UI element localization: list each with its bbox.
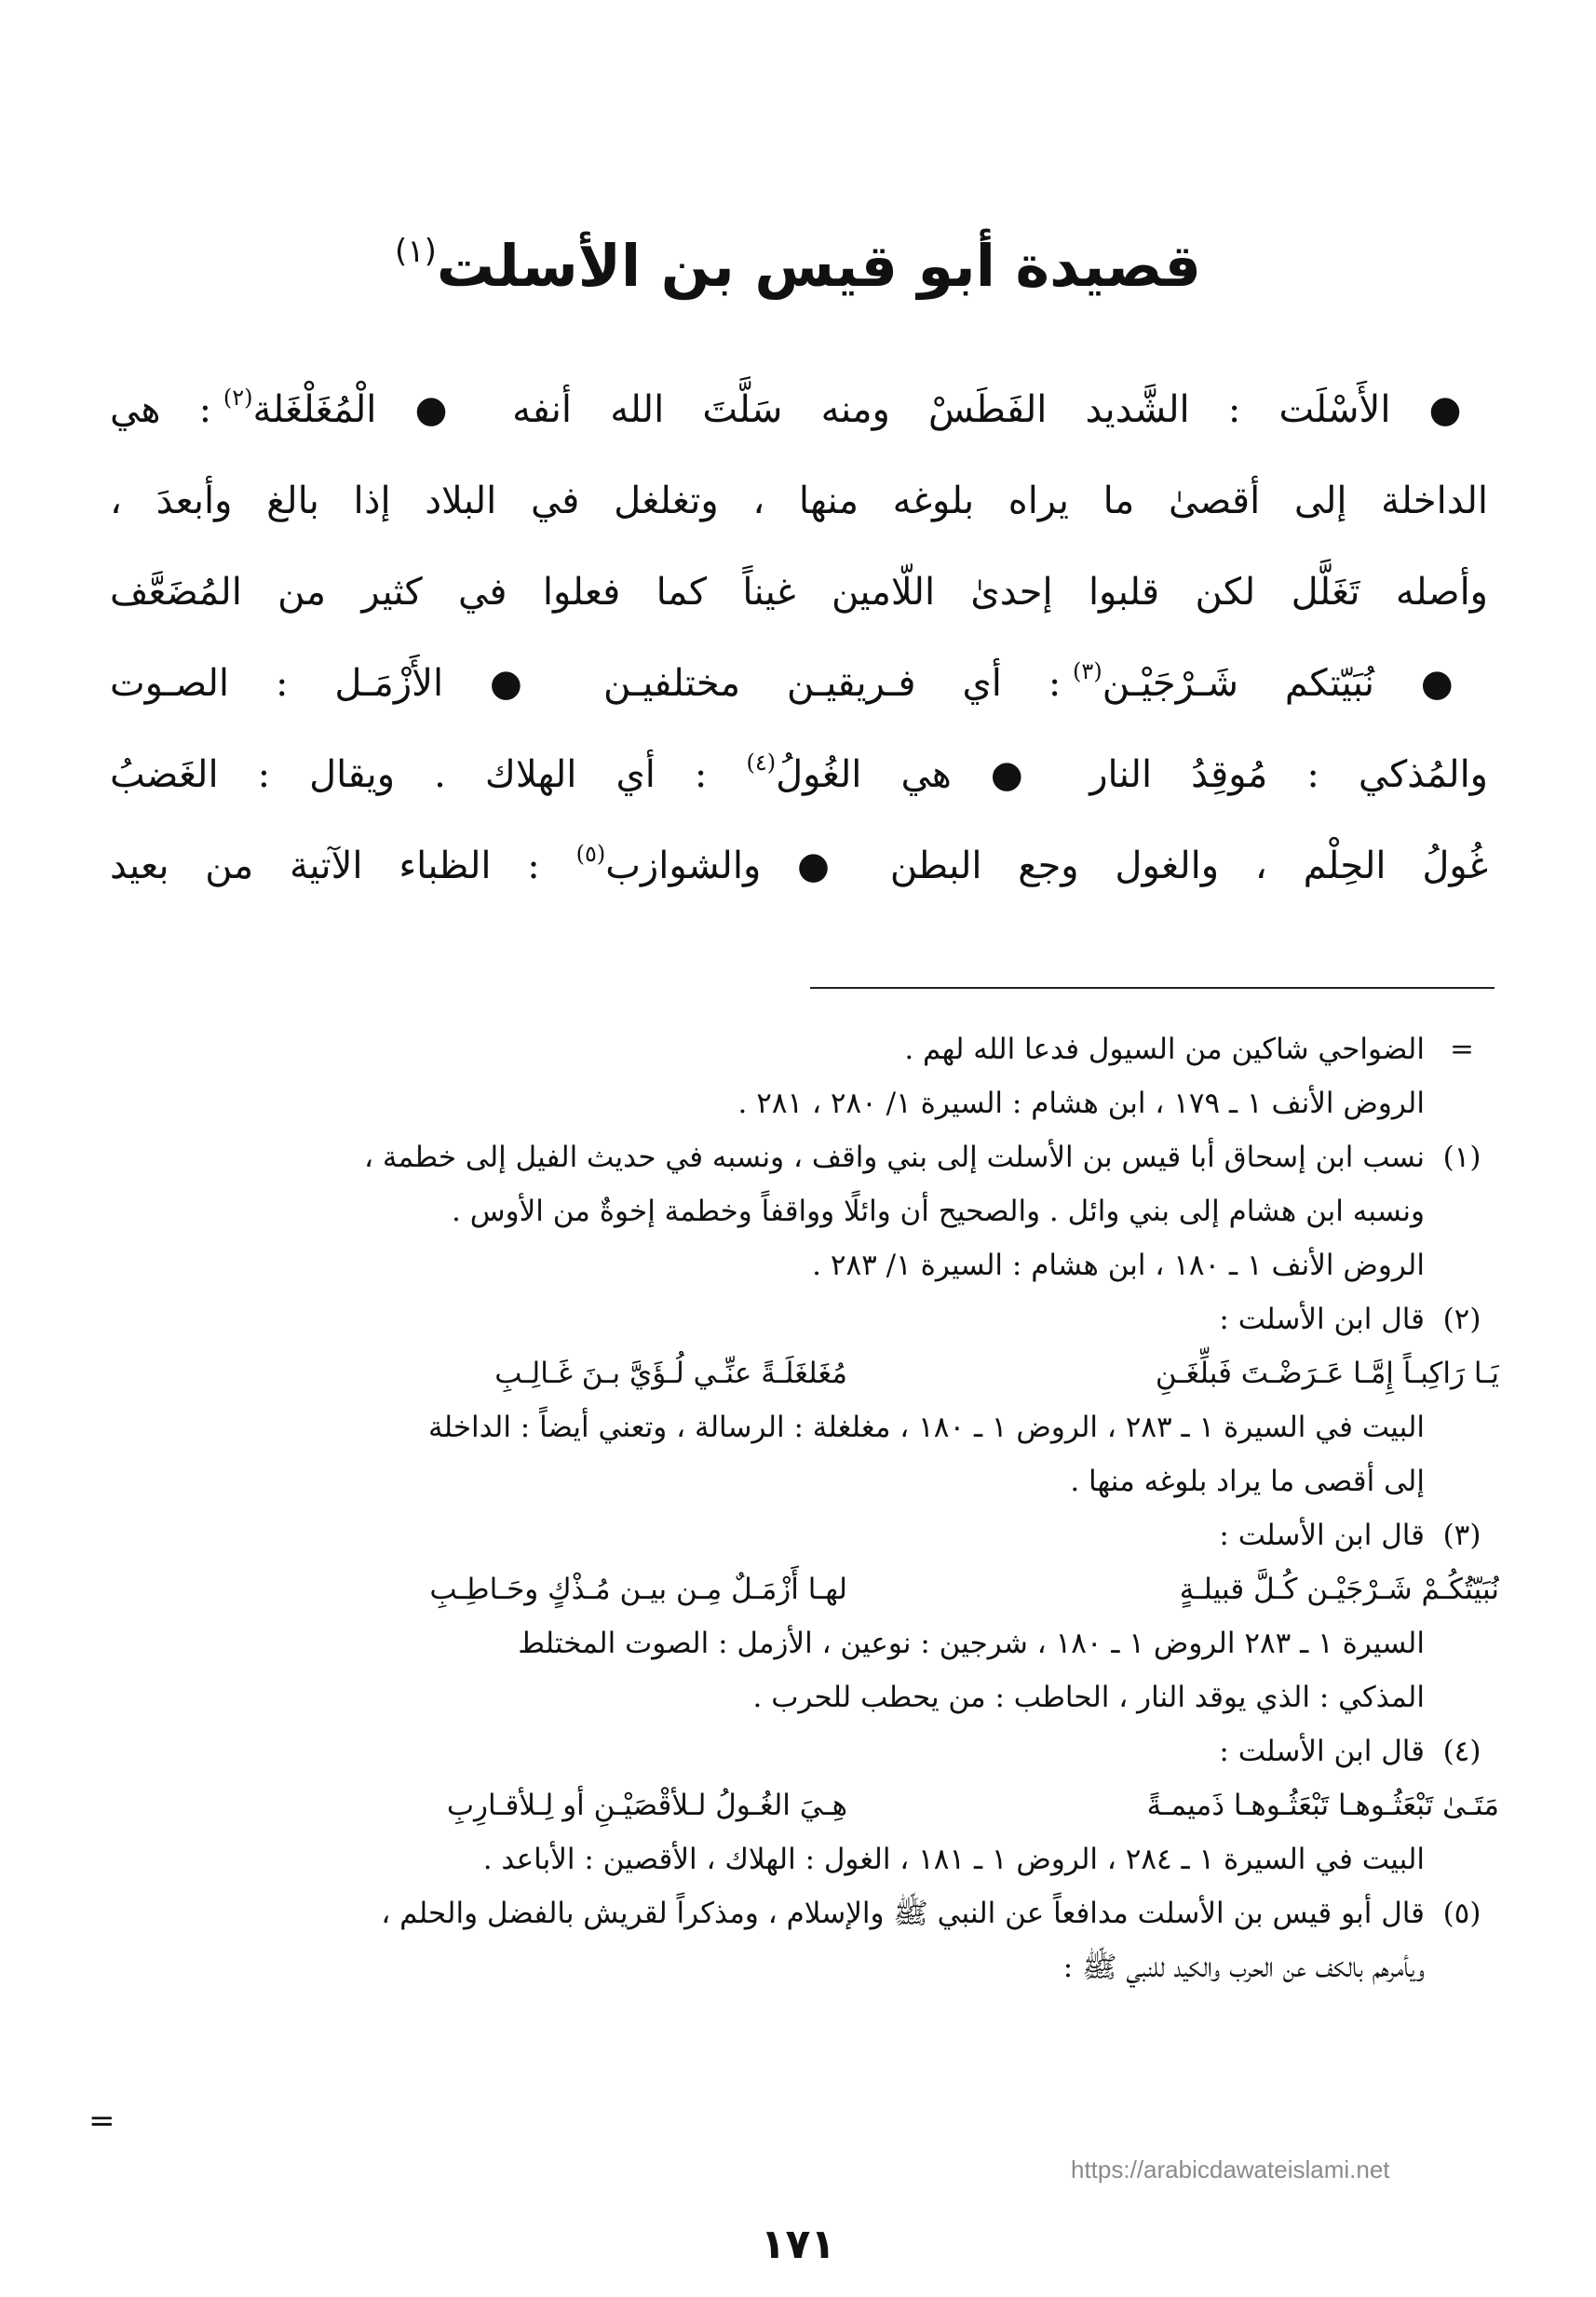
verse-second-hemistich: هِـيَ الغُـولُ لـلأقْصَيْـنِ أو لِـلأقـارِبِ [446, 1789, 847, 1822]
poem-title [279, 209, 1317, 308]
footnote-line [102, 1454, 1499, 1508]
footnote-separator [810, 987, 1495, 989]
main-line: ● نُبَيّتكم شَـرْجَيْـن$^{(٣)}$ : أي فـريقيـن مختلفيـن ● الأَزْمَـل : الصـوت [110, 658, 1488, 705]
footnote-ref: (٢) [223, 385, 253, 411]
footnote-number: (١) [1442, 1141, 1481, 1174]
footnote-text: نسب ابن إسحاق أبا قيس بن الأسلت إلى بني واقف ، ونسبه في حديث الفيل إلى خطمة ، [364, 1141, 1425, 1174]
footnotes [102, 1022, 1499, 1994]
footnote-line [102, 1670, 1499, 1724]
footnote-ref: (٣) [1073, 658, 1102, 684]
footnote-number: (٤) [1442, 1735, 1481, 1768]
footnote-text: البيت في السيرة ١ ـ ٢٨٤ ، الروض ١ ـ ١٨١ ، الغول : الهلاك ، الأقصين : الأباعد . [482, 1843, 1425, 1876]
footnote-number [1425, 1238, 1499, 1292]
footnote-number [1425, 1940, 1499, 1994]
footnote-number [1425, 1076, 1499, 1130]
footnote-verse [102, 1562, 1499, 1616]
footnote-line [102, 1724, 1499, 1778]
main-line: غُولُ الحِلْم ، والغول وجع البطن ● والشوازب$^{(٥)}$ : الظباء الآتية من بعيد [110, 841, 1488, 887]
footnote-line [102, 1832, 1499, 1886]
main-line: الداخلة إلى أقصىٰ ما يراه بلوغه منها ، وتغلغل في البلاد إذا بالغ وأبعدَ ، [110, 480, 1488, 522]
footnote-verse [102, 1778, 1499, 1832]
page-number: ١٧١ [760, 2221, 836, 2268]
footnote-text: قال ابن الأسلت : [1219, 1303, 1425, 1336]
footnote-number: (٣) [1442, 1519, 1481, 1552]
footnote-line [102, 1184, 1499, 1238]
footnote-text: السيرة ١ ـ ٢٨٣ الروض ١ ـ ١٨٠ ، شرجين : نوعين ، الأزمل : الصوت المختلط [518, 1627, 1425, 1660]
footnote-number: (٥) [1442, 1897, 1481, 1930]
footnote-number: = [1450, 1033, 1474, 1066]
main-line: والمُذكي : مُوقِدُ النار ● هي الغُولُ$^{(٤)}$ : أي الهلاك . ويقال : الغَضبُ [110, 750, 1488, 796]
verse-second-hemistich: لهـا أَزْمَـلٌ مِـن بيـن مُـذْكٍ وحَـاطِـبِ [429, 1573, 847, 1606]
watermark-url: https://arabicdawateislami.net [1071, 2155, 1390, 2183]
footnote-text: الروض الأنف ١ ـ ١٧٩ ، ابن هشام : السيرة ١/ ٢٨٠ ، ٢٨١ . [737, 1087, 1425, 1120]
main-line: وأصله تَغَلَّل لكن قلبوا إحدىٰ اللّامين غيناً كما فعلوا في كثير من المُضَعَّف [110, 571, 1488, 614]
footnote-number [1425, 1184, 1499, 1238]
footnote-text: قال ابن الأسلت : [1219, 1735, 1425, 1768]
footnote-number [1425, 1616, 1499, 1670]
footnote-line [102, 1238, 1499, 1292]
footnote-text: المذكي : الذي يوقد النار ، الحاطب : من يحطب للحرب . [752, 1681, 1425, 1714]
footnote-line [102, 1940, 1499, 1994]
footnote-line [102, 1616, 1499, 1670]
verse-first-hemistich: نُبَيّتُكُـمْ شَـرْجَيْـن كُـلَّ قبيلـةٍ [1179, 1573, 1499, 1606]
footnote-line [102, 1886, 1499, 1940]
footnote-number: (٢) [1442, 1303, 1481, 1336]
verse-first-hemistich: يَـا رَاكِبـاً إِمَّـا عَـرَضْـتَ فَبلِّغَـنِ [1155, 1357, 1499, 1390]
footnote-text: البيت في السيرة ١ ـ ٢٨٣ ، الروض ١ ـ ١٨٠ ، مغلغلة : الرسالة ، وتعني أيضاً : الداخلة [427, 1411, 1425, 1444]
footnote-text: ويأمرهم بالكف عن الحرب والكيد للنبي ﷺ : [1062, 1951, 1425, 1984]
title-footnote-ref: (١) [395, 233, 437, 270]
verse-first-hemistich: مَتَـىٰ تَبْعَثُـوهـا تَبْعَثُـوهـا ذَميمـةً [1146, 1789, 1499, 1822]
footnote-number [1425, 1400, 1499, 1454]
footnote-text: الضواحي شاكين من السيول فدعا الله لهم . [904, 1033, 1425, 1066]
footnote-text: قال أبو قيس بن الأسلت مدافعاً عن النبي ﷺ والإسلام ، ومذكراً لقريش بالفضل والحلم ، [381, 1897, 1425, 1930]
footnote-text: ونسبه ابن هشام إلى بني وائل . والصحيح أن وائلًا وواقفاً وخطمة إخوةٌ من الأوس . [452, 1195, 1425, 1228]
footnote-line [102, 1076, 1499, 1130]
footnote-line [102, 1130, 1499, 1184]
footnote-ref: (٤) [746, 750, 777, 776]
footnote-line [102, 1508, 1499, 1562]
continuation-mark: = [88, 2102, 115, 2140]
footnote-text: قال ابن الأسلت : [1219, 1519, 1425, 1552]
footnote-line [102, 1022, 1499, 1076]
footnote-line [102, 1292, 1499, 1346]
main-line: ● الأَسْلَت : الشَّديد الفَطَسْ ومنه سَلَّتَ الله أنفه ● الْمُغَلْغَلة$^{(٢)}$ : هي [110, 385, 1488, 431]
footnote-text: إلى أقصى ما يراد بلوغه منها . [1070, 1465, 1425, 1498]
footnote-number [1425, 1454, 1499, 1508]
verse-second-hemistich: مُغَلغَلَـةً عنِّـي لُـؤَيَّ بـنَ غَـالِـبِ [494, 1357, 847, 1390]
footnote-ref: (٥) [575, 841, 606, 867]
footnote-number [1425, 1670, 1499, 1724]
main-text [110, 352, 1488, 899]
footnote-number [1425, 1832, 1499, 1886]
footnote-verse [102, 1346, 1499, 1400]
footnote-text: الروض الأنف ١ ـ ١٨٠ ، ابن هشام : السيرة ١/ ٢٨٣ . [812, 1249, 1425, 1282]
poem-title-text: قصيدة أبو قيس بن الأسلت [436, 232, 1201, 300]
footnote-line [102, 1400, 1499, 1454]
